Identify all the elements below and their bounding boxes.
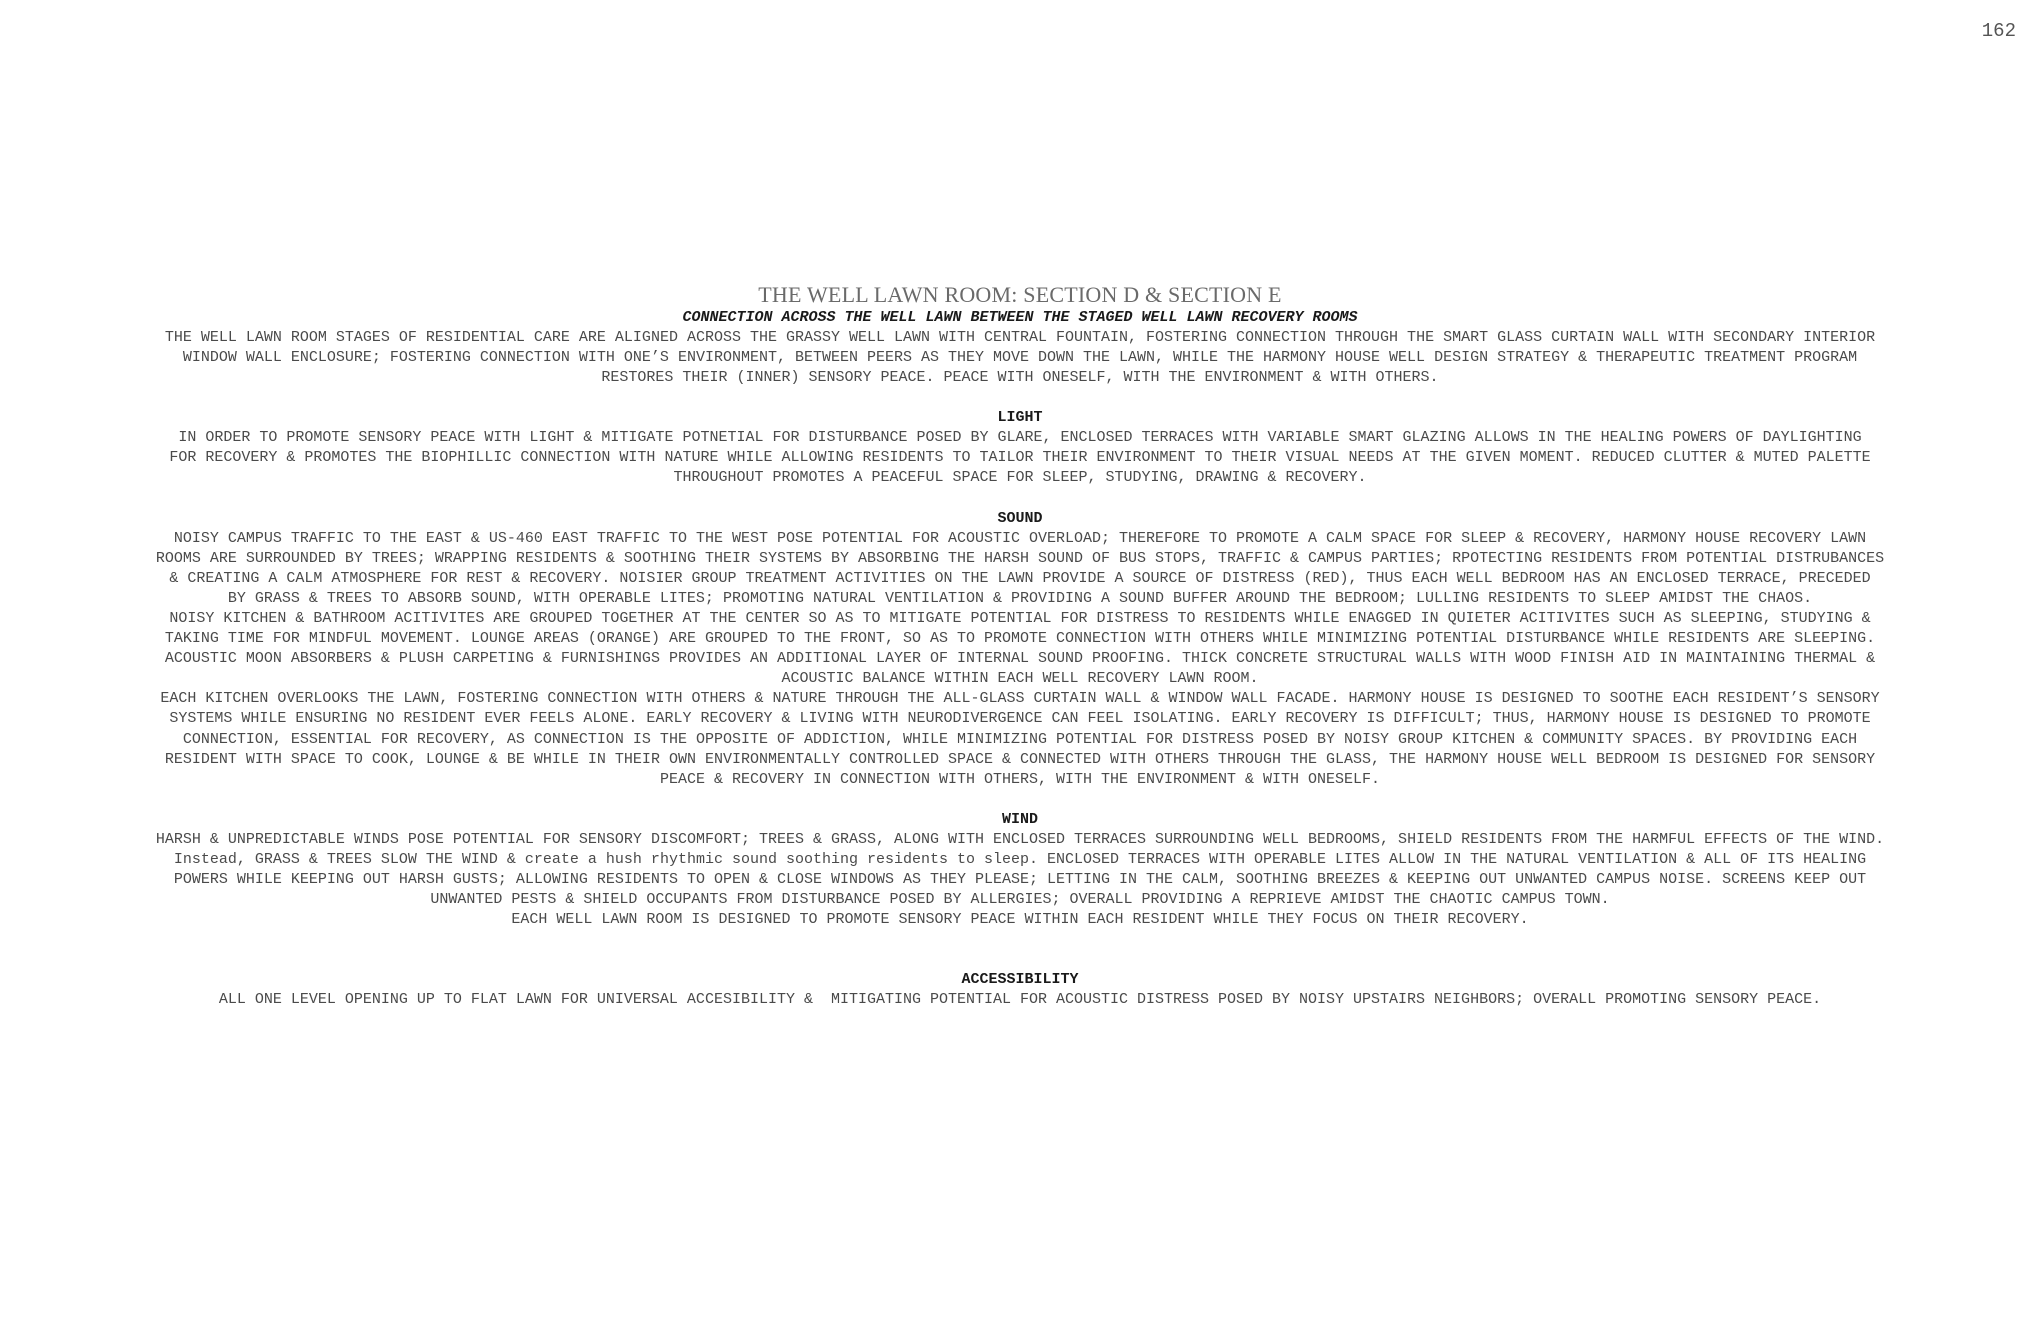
text-line: ACOUSTIC BALANCE WITHIN EACH WELL RECOVERY LAWN ROOM. <box>781 670 1259 688</box>
text-line: CONNECTION, ESSENTIAL FOR RECOVERY, AS CONNECTION IS THE OPPOSITE OF ADDICTION, WHILE MINIMIZING POTENTIAL FOR DISTRESS POSED BY NOISY GROUP KITCHEN & COMMUNITY SPACES. BY PROVIDING EACH <box>182 730 1858 748</box>
text-line: PEACE & RECOVERY IN CONNECTION WITH OTHERS, WITH THE ENVIRONMENT & WITH ONESELF. <box>659 770 1381 788</box>
text-line: THE WELL LAWN ROOM STAGES OF RESIDENTIAL CARE ARE ALIGNED ACROSS THE GRASSY WELL LAWN WITH CENTRAL FOUNTAIN, FOSTERING CONNECTION THROUGH THE SMART GLASS CURTAIN WALL WITH SECONDARY INTERIOR <box>164 329 1876 346</box>
text-line: RESTORES THEIR (INNER) SENSORY PEACE. PEACE WITH ONESELF, WITH THE ENVIRONMENT & WITH OTHERS. <box>601 369 1439 387</box>
text-line: RESIDENT WITH SPACE TO COOK, LOUNGE & BE WHILE IN THEIR OWN ENVIRONMENTALLY CONTROLLED SPACE & CONNECTED WITH OTHERS THROUGH THE GLASS, THE HARMONY HOUSE WELL BEDROOM IS DESIGNED FOR SENSORY <box>164 750 1876 768</box>
text-line: NOISY CAMPUS TRAFFIC TO THE EAST & US-460 EAST TRAFFIC TO THE WEST POSE POTENTIAL FOR ACOUSTIC OVERLOAD; THEREFORE TO PROMOTE A CALM SPACE FOR SLEEP & RECOVERY, HARMONY HOUSE RECOVERY LAWN <box>173 529 1867 547</box>
text-line: SYSTEMS WHILE ENSURING NO RESIDENT EVER FEELS ALONE. EARLY RECOVERY & LIVING WITH NEURODIVERGENCE CAN FEEL ISOLATING. EARLY RECOVERY IS DIFFICULT; THUS, HARMONY HOUSE IS DESIGNED TO PROMOTE <box>169 710 1871 728</box>
intro-paragraph <box>40 328 2000 388</box>
text-line: ROOMS ARE SURROUNDED BY TREES; WRAPPING RESIDENTS & SOOTHING THEIR SYSTEMS BY ABSORBING THE HARSH SOUND OF BUS STOPS, TRAFFIC & CAMPUS PARTIES; RPOTECTING RESIDENTS FROM POTENTIAL DISTRUBANCES <box>155 549 1885 567</box>
text-line: & CREATING A CALM ATMOSPHERE FOR REST & RECOVERY. NOISIER GROUP TREATMENT ACTIVITIES ON THE LAWN PROVIDE A SOURCE OF DISTRESS (RED), THUS EACH WELL BEDROOM HAS AN ENCLOSED TERRACE, PRECEDED <box>169 569 1871 587</box>
text-line: TAKING TIME FOR MINDFUL MOVEMENT. LOUNGE AREAS (ORANGE) ARE GROUPED TO THE FRONT, SO AS TO PROMOTE CONNECTION WITH OTHERS WHILE MINIMIZING POTENTIAL DISTURBANCE WHILE RESIDENTS ARE SLEEPING. <box>164 630 1876 648</box>
text-line: IN ORDER TO PROMOTE SENSORY PEACE WITH LIGHT & MITIGATE POTNETIAL FOR DISTURBANCE POSED BY GLARE, ENCLOSED TERRACES WITH VARIABLE SMART GLAZING ALLOWS IN THE HEALING POWERS OF DAYLIGHTING <box>178 429 1862 447</box>
page-number: 162 <box>1981 20 2016 42</box>
text-line: WINDOW WALL ENCLOSURE; FOSTERING CONNECTION WITH ONE’S ENVIRONMENT, BETWEEN PEERS AS THEY MOVE DOWN THE LAWN, WHILE THE HARMONY HOUSE WELL DESIGN STRATEGY & THERAPEUTIC TREATMENT PROGRAM <box>182 349 1858 367</box>
page-subtitle: CONNECTION ACROSS THE WELL LAWN BETWEEN THE STAGED WELL LAWN RECOVERY ROOMS <box>682 309 1358 326</box>
light-heading: LIGHT <box>997 409 1043 427</box>
document-body <box>40 282 2000 1010</box>
text-line: NOISY KITCHEN & BATHROOM ACITIVITES ARE GROUPED TOGETHER AT THE CENTER SO AS TO MITIGATE POTENTIAL FOR DISTRESS TO RESIDENTS WHILE ENAGGED IN QUIETER ACITIVITES SUCH AS SLEEPING, STUDYING & <box>169 609 1871 627</box>
text-line: UNWANTED PESTS & SHIELD OCCUPANTS FROM DISTURBANCE POSED BY ALLERGIES; OVERALL PROVIDING A REPRIEVE AMIDST THE CHAOTIC CAMPUS TOWN. <box>430 891 1610 909</box>
wind-paragraph <box>40 830 2000 930</box>
text-line: HARSH & UNPREDICTABLE WINDS POSE POTENTIAL FOR SENSORY DISCOMFORT; TREES & GRASS, ALONG WITH ENCLOSED TERRACES SURROUNDING WELL BEDROOMS, SHIELD RESIDENTS FROM THE HARMFUL EFFECTS OF THE WIND. <box>155 830 1885 848</box>
page-title: THE WELL LAWN ROOM: SECTION D & SECTION E <box>758 282 1282 307</box>
text-line: POWERS WHILE KEEPING OUT HARSH GUSTS; ALLOWING RESIDENTS TO OPEN & CLOSE WINDOWS AS THEY PLEASE; LETTING IN THE CALM, SOOTHING BREEZES & KEEPING OUT UNWANTED CAMPUS NOISE. SCREENS KEEP OUT <box>173 870 1867 888</box>
accessibility-paragraph <box>40 990 2000 1010</box>
accessibility-heading: ACCESSIBILITY <box>961 971 1079 989</box>
text-line: EACH WELL LAWN ROOM IS DESIGNED TO PROMOTE SENSORY PEACE WITHIN EACH RESIDENT WHILE THEY FOCUS ON THEIR RECOVERY. <box>511 911 1529 929</box>
text-line: Instead, GRASS & TREES SLOW THE WIND & create a hush rhythmic sound soothing residents to sleep. ENCLOSED TERRACES WITH OPERABLE LITES ALLOW IN THE NATURAL VENTILATION & ALL OF ITS HEALING <box>173 850 1867 868</box>
text-line: ALL ONE LEVEL OPENING UP TO FLAT LAWN FOR UNIVERSAL ACCESIBILITY & MITIGATING POTENTIAL FOR ACOUSTIC DISTRESS POSED BY NOISY UPSTAIRS NEIGHBORS; OVERALL PROMOTING SENSORY PEACE. <box>218 991 1822 1009</box>
sound-heading: SOUND <box>997 509 1043 527</box>
wind-heading: WIND <box>1001 810 1038 828</box>
light-paragraph <box>40 428 2000 488</box>
text-line: BY GRASS & TREES TO ABSORB SOUND, WITH OPERABLE LITES; PROMOTING NATURAL VENTILATION & PROVIDING A SOUND BUFFER AROUND THE BEDROOM; LULLING RESIDENTS TO SLEEP AMIDST THE CHAOS. <box>227 589 1813 607</box>
sound-paragraph <box>40 529 2000 790</box>
text-line: THROUGHOUT PROMOTES A PEACEFUL SPACE FOR SLEEP, STUDYING, DRAWING & RECOVERY. <box>673 469 1367 487</box>
text-line: ACOUSTIC MOON ABSORBERS & PLUSH CARPETING & FURNISHINGS PROVIDES AN ADDITIONAL LAYER OF INTERNAL SOUND PROOFING. THICK CONCRETE STRUCTURAL WALLS WITH WOOD FINISH AID IN MAINTAINING THERMAL & <box>164 650 1876 668</box>
text-line: FOR RECOVERY & PROMOTES THE BIOPHILLIC CONNECTION WITH NATURE WHILE ALLOWING RESIDENTS TO TAILOR THEIR ENVIRONMENT TO THEIR VISUAL NEEDS AT THE GIVEN MOMENT. REDUCED CLUTTER & MUTED PALETTE <box>169 449 1871 467</box>
text-line: EACH KITCHEN OVERLOOKS THE LAWN, FOSTERING CONNECTION WITH OTHERS & NATURE THROUGH THE ALL-GLASS CURTAIN WALL & WINDOW WALL FACADE. HARMONY HOUSE IS DESIGNED TO SOOTHE EACH RESIDENT’S SENSORY <box>160 690 1880 708</box>
